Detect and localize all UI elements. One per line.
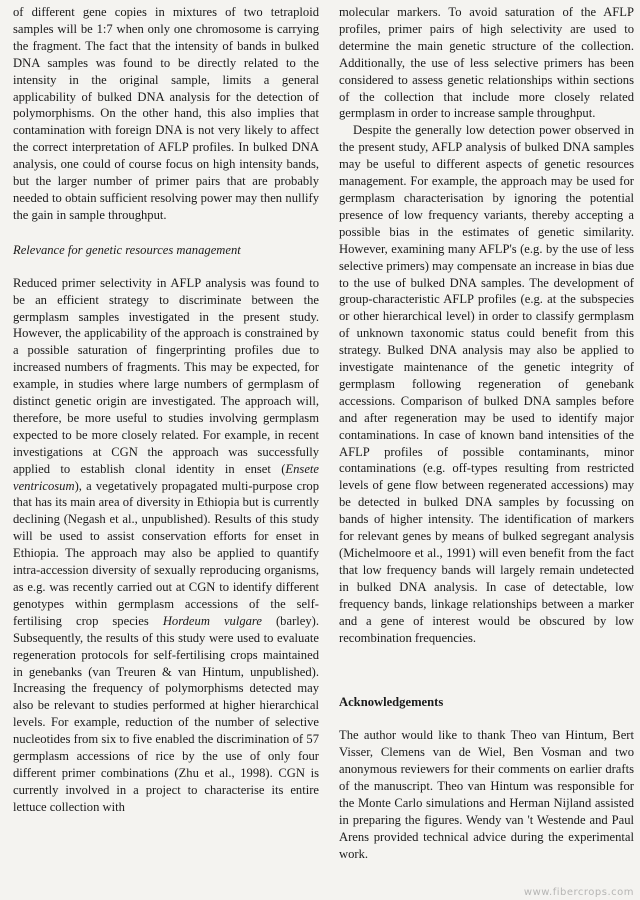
species-hordeum: Hordeum vulgare [162, 613, 262, 628]
relevance-text-c: (barley). Subsequently, the results of this study were used to evaluate regeneration protocols for self-fertilising crops maintained in genebanks (van Treuren & van Hintum, unpublished). Increasing the frequency of polymorphisms detected may also be relevant to studies performed at higher hierarchical levels. For example, reduction of the number of selective nucleotides from six to five enabled the discrimination of 57 germplasm accessions of rice by the use of only four different primer combinations (Zhu et al., 1998). CGN is currently involved in a project to characterise its entire lettuce collection with [13, 613, 319, 814]
right-column [339, 4, 634, 863]
right-paragraph-bulked-dna: Despite the generally low detection power observed in the present study, AFLP analysis of bulked DNA samples may be useful to different aspects of genetic resources management. For example, the approach may be used for germplasm characterisation by ignoring the potential presence of low frequency variants, thereby accepting a possible bias in the estimates of genetic similarity. However, examining many AFLP's (e.g. by the use of less selective primers) may compensate an increase in bias due to the use of bulked DNA samples. The development of group-characteristic AFLP profiles (e.g. at the subspecies or other hierarchical level) in order to classify germplasm of unknown taxonomic status could benefit from this strategy. Bulked DNA analysis may also be applied to investigate maintenance of the genetic integrity of germplasm following regeneration of genebank accessions. Comparison of bulked DNA samples before and after regeneration may be used to identify major contaminations. In case of known band intensities of the AFLP profiles of possible contaminants, minor contaminations (e.g. off-types resulting from restricted levels of gene flow between regenerated accessions) may be detected in bulked DNA samples by focussing on bands of higher intensity. The identification of markers for relevant genes by means of bulked segregant analysis (Michelmoore et al., 1991) will even benefit from the fact that low frequency bands will largely remain undetected in bulked DNA analysis. In case of detectable, low frequency bands, linkage relationships between a marker and a gene of interest would be obscured by low recombination frequencies. [339, 123, 634, 645]
species-ensete: Ensete ventricosum [13, 461, 319, 493]
acknowledgements-paragraph: The author would like to thank Theo van Hintum, Bert Visser, Clemens van de Wiel, Ben Vosman and two anonymous reviewers for their comments on earlier drafts of the manuscript. Theo van Hintum was responsible for the Monte Carlo simulations and Herman Nijland assisted in preparing the figures. Wendy van 't Westende and Paul Arens provided technical advice during the experimental work. [339, 728, 634, 861]
left-paragraph-relevance [13, 275, 319, 816]
section-heading-acknowledgements: Acknowledgements [339, 695, 444, 710]
section-heading-relevance: Relevance for genetic resources management [13, 242, 241, 257]
left-column [13, 4, 319, 816]
right-paragraph-continued: molecular markers. To avoid saturation of the AFLP profiles, primer pairs of high selectivity are used to determine the main genetic structure of the collection. Additionally, the use of less selective primers has been considered to assess genetic relationships within sections of the collection that include more closely related germplasm in order to increase sample throughput. [339, 5, 634, 121]
left-paragraph-continued: of different gene copies in mixtures of two tetraploid samples will be 1:7 when only one chromosome is carrying the fragment. The fact that the intensity of bands in bulked DNA samples was found to be directly related to the intensity in the original sample, limits a general applicability of bulked DNA analysis for the detection of polymorphisms. On the other hand, this also implies that contamination with foreign DNA is not very likely to affect the correct interpretation of AFLP profiles. In bulked DNA analysis, one could of course focus on high intensity bands, but the larger number of primer pairs that are probably needed to obtain sufficient resolving power may then nullify the gain in sample throughput. [13, 5, 319, 222]
watermark-text: www.fibercrops.com [523, 887, 634, 898]
relevance-text-b: ), a vegetatively propagated multi-purpose crop that has its main area of diversity in Ethiopia but is currently declining (Negash et al., unpublished). Results of this study will be used to assist conservation efforts for enset in Ethiopia. The approach may also be applied to quantify intra-accession diversity of sexually reproducing organisms, as e.g. was recently carried out at CGN to identify different genotypes within germplasm accessions of the self-fertilising crop species [13, 478, 319, 628]
relevance-text-a: Reduced primer selectivity in AFLP analysis was found to be an efficient strategy to discriminate between the germplasm samples investigated in the present study. However, the applicability of the approach is constrained by a possible saturation of fingerprinting profiles due to increased numbers of fragments. This may be expected, for example, in studies where large numbers of germplasm of distinct genetic origin are investigated. The approach will, therefore, be more useful to studies involving germplasm expected to be more closely related. For example, in recent investigations at CGN the approach was successfully applied to establish clonal identity in enset ( [13, 275, 319, 476]
